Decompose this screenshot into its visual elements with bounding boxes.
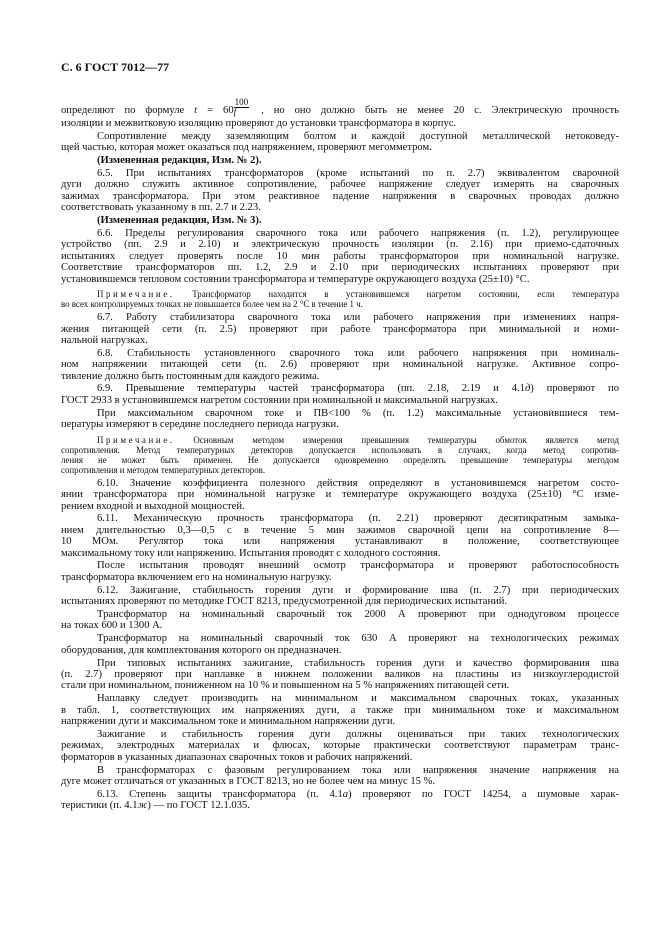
fraction-denominator: f bbox=[233, 107, 237, 117]
text-line bbox=[61, 658, 619, 669]
text-line bbox=[61, 312, 619, 323]
text-segment: Сопротивление между заземляющим болтом и каждой доступной металлической нетоковеду- bbox=[97, 130, 619, 142]
text-segment: сопротивления. Метод температурных детекторов допускается использовать в случаях, когда метод сопротив- bbox=[61, 444, 619, 455]
text-line bbox=[61, 168, 619, 179]
text-line bbox=[61, 705, 619, 716]
text-line bbox=[61, 729, 619, 740]
text-line bbox=[61, 348, 619, 359]
text-segment: 6.8. Стабильность установленного сварочного тока или рабочего напряжения при номиналь- bbox=[97, 347, 619, 359]
text-segment: ления не может быть применен. Не допускается одновременно определять превышение температуры методом bbox=[61, 454, 619, 465]
text-segment: максимальному току или напряжению. Испытания проводят с холодного состояния. bbox=[61, 547, 441, 559]
text-segment: После испытания проводят внешний осмотр трансформатора и проверяют работоспособность bbox=[97, 560, 619, 572]
paragraph bbox=[61, 560, 619, 583]
text-segment: 6.11. Механическую прочность трансформатора (п. 2.21) проверяют десятикратным замыка- bbox=[97, 513, 619, 525]
text-line bbox=[61, 455, 619, 465]
text-line bbox=[61, 228, 619, 239]
text-line bbox=[61, 215, 619, 226]
text-segment: пературы измеряют в середине последнего периода нагрузки. bbox=[61, 419, 339, 431]
text-segment: Трансформатор на номинальный сварочный ток 630 А проверяют на технологических режимах bbox=[97, 633, 619, 645]
text-segment: изоляции и межвитковую изоляцию проверяют до установки трансформатора в корпус. bbox=[61, 118, 457, 129]
text-line bbox=[61, 324, 619, 335]
text-line bbox=[61, 335, 619, 346]
text-segment: на токах 600 и 1300 А. bbox=[61, 620, 163, 632]
text-segment: Основным методом измерения превышения температуры обмоток является метод bbox=[193, 434, 619, 445]
text-line bbox=[61, 359, 619, 370]
text-segment: ном напряжении питающей сети (п. 2.6) проверяют при номинальной нагрузке. Активное сопро- bbox=[61, 359, 619, 371]
text-segment: жения питающей сети (п. 2.5) проверяют при работе трансформатора при минимальной и номи- bbox=[61, 323, 619, 335]
paragraph bbox=[61, 168, 619, 214]
text-line bbox=[61, 131, 619, 142]
text-segment: а bbox=[342, 788, 349, 800]
text-line bbox=[61, 536, 619, 547]
text-segment: испытаниях проверяют по методике ГОСТ 8213, предусмотренной для периодических испытаний. bbox=[61, 596, 508, 608]
text-segment: ж bbox=[137, 800, 148, 812]
text-segment: Наплавку следует производить на минимальном и максимальном сварочных токах, указанных bbox=[97, 693, 619, 705]
text-segment: оборудования, для комплектования которого он предназначен. bbox=[61, 644, 342, 656]
paragraph bbox=[61, 729, 619, 763]
paragraph bbox=[61, 312, 619, 346]
text-line bbox=[61, 693, 619, 704]
text-segment: Соответствие трансформаторов пп. 1.2, 2.9 и 2.10 при периодических испытаниях проверяют при bbox=[61, 262, 619, 274]
page-header: С. 6 ГОСТ 7012—77 bbox=[61, 60, 170, 74]
text-segment: дуге может отличаться от указанных в ГОСТ 8213, но не более чем на минус 15 %. bbox=[61, 776, 436, 788]
text-segment: устройство (пп. 2.9 и 2.10) и электрическую прочность изоляции (п. 2.16) при приемо-сдаточных bbox=[61, 239, 619, 251]
paragraph bbox=[61, 585, 619, 608]
text-segment: режимах, электродных материалах и флюсах, которые практически соответствуют параметрам транс- bbox=[61, 740, 619, 752]
text-segment: трансформатора включением его на номинальную нагрузку. bbox=[61, 571, 332, 583]
text-segment: При типовых испытаниях зажигание, стабильность горения дуги и качество формирования шва bbox=[97, 657, 619, 669]
text-segment: определяют по формуле bbox=[61, 104, 195, 116]
paragraph bbox=[61, 789, 619, 812]
text-line bbox=[61, 371, 619, 382]
text-line bbox=[61, 262, 619, 273]
text-line bbox=[61, 383, 619, 394]
text-line bbox=[61, 596, 619, 607]
text-line bbox=[61, 299, 619, 309]
paragraph bbox=[61, 348, 619, 382]
text-segment: 6.6. Пределы регулирования сварочного тока или рабочего напряжения (п. 1.2), регулирующее bbox=[97, 227, 619, 239]
text-segment: нальной нагрузках. bbox=[61, 334, 148, 346]
text-segment: сопротивления и методом температурных детекторов. bbox=[61, 464, 266, 475]
text-line bbox=[61, 560, 619, 571]
text-line bbox=[61, 740, 619, 751]
text-segment: ГОСТ 2933 в установившемся нагретом состоянии при номинальной и максимальной нагрузках. bbox=[61, 394, 498, 406]
text-segment: дуги должно служить активное сопротивление, рабочее напряжение следует измерять на сварочных bbox=[61, 179, 619, 191]
paragraph bbox=[61, 408, 619, 431]
text-segment: , но оно должно быть не менее 20 с. Электрическую прочность bbox=[251, 104, 619, 116]
paragraph bbox=[61, 383, 619, 406]
text-line bbox=[61, 633, 619, 644]
text-line bbox=[61, 419, 619, 430]
text-line bbox=[61, 800, 619, 811]
text-line bbox=[61, 716, 619, 727]
text-segment: (Измененная редакция, Изм. № 2). bbox=[97, 155, 262, 167]
text-line bbox=[61, 680, 619, 691]
text-segment: форматоров в указанных диапазонах сварочных токов и рабочих напряжений. bbox=[61, 751, 413, 763]
text-line bbox=[61, 142, 619, 153]
text-line bbox=[61, 202, 619, 213]
text-line bbox=[61, 669, 619, 680]
amendment-note bbox=[61, 155, 619, 166]
text-segment: При максимальном сварочном токе и ПВ<100 % (п. 1.2) максимальные установившиеся тем- bbox=[97, 407, 619, 419]
paragraph bbox=[61, 633, 619, 656]
text-line bbox=[61, 609, 619, 620]
paragraph bbox=[61, 478, 619, 512]
text-line bbox=[61, 572, 619, 583]
note-paragraph bbox=[61, 289, 619, 309]
text-segment: стали при номинальном, пониженном на 10 % и повышенном на 5 % напряжениях питающей сети. bbox=[61, 680, 510, 692]
text-segment: теристики (п. 4.1 bbox=[61, 800, 138, 812]
text-line bbox=[61, 251, 619, 262]
amendment-note bbox=[61, 215, 619, 226]
text-segment: янии трансформатора при номинальной нагрузке и температуре окружающего воздуха (25±10) °С изме- bbox=[61, 489, 619, 501]
text-segment: испытаниях следует проверять после 10 мин работы трансформаторов при номинальной нагрузке. bbox=[61, 250, 619, 262]
text-segment: Зажигание и стабильность горения дуги должны оцениваться при таких технологических bbox=[97, 728, 619, 740]
paragraph bbox=[61, 118, 619, 129]
fraction-numerator: 100 bbox=[234, 97, 249, 107]
text-segment: 6.5. При испытаниях трансформаторов (кроме испытаний по п. 2.7) эквивалентом сварочной bbox=[97, 167, 619, 179]
text-line bbox=[61, 789, 619, 800]
text-segment: ) — по ГОСТ 12.1.035. bbox=[147, 800, 250, 812]
text-line bbox=[61, 179, 619, 190]
note-label: Примечание. bbox=[97, 434, 175, 445]
text-segment: 6.7. Работу стабилизатора сварочного тока или рабочего напряжения при изменениях напря- bbox=[97, 312, 619, 324]
paragraph bbox=[61, 513, 619, 559]
paragraph bbox=[61, 609, 619, 632]
text-line bbox=[61, 765, 619, 776]
formula-text: = 60 bbox=[197, 104, 234, 116]
paragraph bbox=[61, 228, 619, 285]
text-line bbox=[61, 585, 619, 596]
text-line bbox=[61, 408, 619, 419]
text-segment: щей частью, которая может оказаться под напряжением, проверяют мегомметром. bbox=[61, 142, 432, 154]
text-segment: в табл. 1, соответствующих им напряжениях дуги, а также при минимальном токе и максимальном bbox=[61, 704, 619, 716]
text-line bbox=[61, 478, 619, 489]
text-line bbox=[61, 465, 619, 475]
text-segment: 6.13. Степень защиты трансформатора (п. 4.1 bbox=[97, 788, 343, 800]
paragraph bbox=[61, 658, 619, 692]
text-segment: напряжении дуги и максимальном токе и минимальном напряжении дуги. bbox=[61, 716, 396, 728]
text-segment: 10 МОм. Регулятор тока или напряжения устанавливают в положение, соответствующее bbox=[61, 536, 619, 548]
text-segment: тивление должно быть постоянным для каждого режима. bbox=[61, 370, 320, 382]
text-line bbox=[61, 489, 619, 500]
text-segment: д bbox=[524, 383, 531, 395]
text-line bbox=[61, 776, 619, 787]
text-segment: 6.12. Зажигание, стабильность горения дуги и формирование шва (п. 2.7) при периодических bbox=[97, 584, 619, 596]
text-line bbox=[61, 645, 619, 656]
text-line bbox=[61, 435, 619, 445]
paragraph bbox=[61, 693, 619, 727]
text-segment: 6.10. Значение коэффициента полезного действия определяют в установившемся нагретом состо- bbox=[97, 477, 619, 489]
text-line bbox=[61, 155, 619, 166]
text-line bbox=[61, 191, 619, 202]
text-line bbox=[61, 395, 619, 406]
text-line bbox=[61, 445, 619, 455]
text-segment: ) проверяют по bbox=[530, 383, 619, 395]
formula-variable: t bbox=[194, 104, 198, 116]
text-line bbox=[61, 620, 619, 631]
document-body bbox=[61, 97, 620, 812]
text-line bbox=[61, 501, 619, 512]
text-segment: установившемся тепловом состоянии трансформатора и температуре окружающего воздуха (25±10) °С. bbox=[61, 273, 530, 285]
text-segment: нием длительностью 0,3—0,5 с в течение 5 мин зажимов сварочной цепи на сопротивление 8— bbox=[61, 524, 619, 536]
text-line bbox=[61, 289, 619, 299]
text-segment: Трансформатор находится в установившемся нагретом состоянии, если температура bbox=[192, 289, 620, 300]
text-segment: рением входной и выходной мощностей. bbox=[61, 500, 245, 512]
text-segment: (п. 2.7) проверяют при наплавке в нижнем положении валиков на пластины из низкоуглеродистой bbox=[61, 668, 619, 680]
note-label: Примечание. bbox=[97, 289, 175, 300]
text-segment: во всех контролируемых точках не повышается более чем на 2 °С в течение 1 ч. bbox=[61, 299, 363, 310]
text-line bbox=[61, 239, 619, 250]
text-line bbox=[61, 513, 619, 524]
text-line bbox=[61, 274, 619, 285]
text-segment: (Измененная редакция, Изм. № 3). bbox=[97, 215, 262, 227]
text-line bbox=[61, 118, 619, 129]
text-segment: ) проверяют по ГОСТ 14254, а шумовые харак- bbox=[348, 788, 619, 800]
text-segment: Трансформатор на номинальный сварочный ток 2000 А проверяют при однодуговом процессе bbox=[97, 609, 619, 620]
text-segment: соответствовать указанному в пп. 2.7 и 2.23. bbox=[61, 202, 261, 214]
text-segment: В трансформаторах с фазовым регулированием тока или напряжения значение напряжения на bbox=[97, 764, 619, 776]
text-line bbox=[61, 525, 619, 536]
formula-fraction bbox=[234, 98, 250, 117]
text-line bbox=[61, 548, 619, 559]
text-segment: 6.9. Превышение температуры частей трансформатора (пп. 2.18, 2.19 и 4.1 bbox=[97, 383, 525, 395]
text-line bbox=[61, 752, 619, 763]
paragraph bbox=[61, 765, 619, 788]
note-paragraph bbox=[61, 435, 619, 475]
formula-line bbox=[61, 97, 619, 117]
paragraph bbox=[61, 131, 619, 154]
text-segment: зажимах трансформатора. При этом реактивное падение напряжения в сварочных проводах должно bbox=[61, 190, 619, 202]
